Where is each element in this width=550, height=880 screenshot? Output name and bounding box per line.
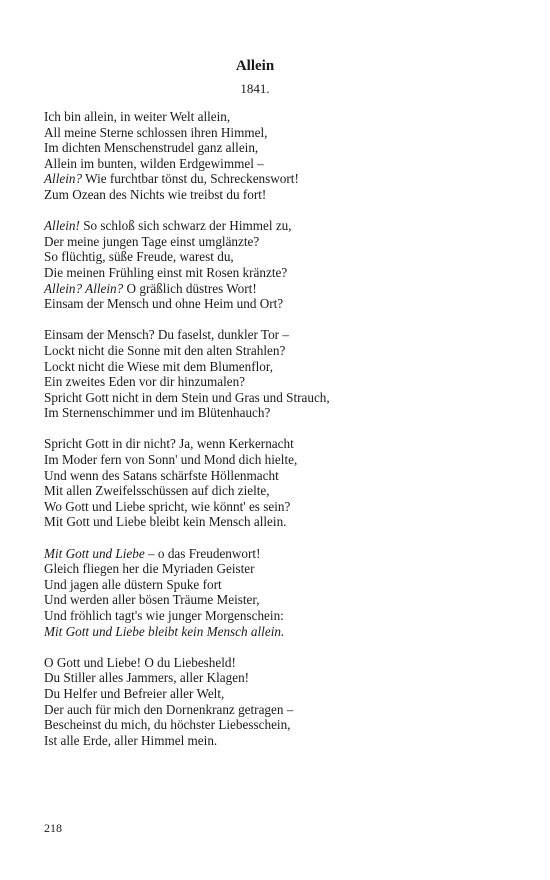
- italic-text: Allein? Allein?: [44, 280, 124, 296]
- line-text: Allein im bunten, wilden Erdgewimmel –: [44, 155, 264, 171]
- poem-line: [44, 171, 514, 187]
- poem-body: [44, 109, 514, 764]
- line-text: All meine Sterne schlossen ihren Himmel,: [44, 124, 268, 140]
- poem-line: [44, 390, 514, 406]
- line-text: So schloß sich schwarz der Himmel zu,: [79, 218, 292, 234]
- line-text: Lockt nicht die Wiese mit dem Blumenflor,: [44, 358, 274, 374]
- line-text: Einsam der Mensch und ohne Heim und Ort?: [44, 296, 284, 312]
- line-text: Mit allen Zweifelsschüssen auf dich zielte,: [44, 483, 270, 499]
- line-text: Der meine jungen Tage einst umglänzte?: [44, 233, 260, 249]
- stanza: [44, 109, 514, 203]
- line-text: Im dichten Menschenstrudel ganz allein,: [44, 140, 259, 156]
- line-text: Lockt nicht die Sonne mit den alten Strahlen?: [44, 342, 286, 358]
- italic-text: Mit Gott und Liebe: [44, 545, 145, 561]
- poem-line: [44, 686, 514, 702]
- line-text: Mit Gott und Liebe bleibt kein Mensch allein.: [44, 514, 287, 530]
- line-text: Ist alle Erde, aller Himmel mein.: [44, 732, 218, 748]
- line-text: Du Helfer und Befreier aller Welt,: [44, 685, 225, 701]
- line-text: O Gott und Liebe! O du Liebesheld!: [44, 654, 236, 670]
- line-text: So flüchtig, süße Freude, warest du,: [44, 249, 234, 265]
- poem-line: [44, 733, 514, 749]
- stanza: [44, 327, 514, 421]
- italic-text: Mit Gott und Liebe bleibt kein Mensch allein.: [44, 623, 285, 639]
- poem-line: [44, 655, 514, 671]
- italic-text: Allein?: [44, 171, 83, 187]
- poem-line: [44, 670, 514, 686]
- poem-line: [44, 405, 514, 421]
- poem-line: [44, 187, 514, 203]
- line-text: Im Sternenschimmer und im Blütenhauch?: [44, 405, 271, 421]
- poem-line: [44, 499, 514, 515]
- line-text: Spricht Gott in dir nicht? Ja, wenn Kerkernacht: [44, 436, 294, 452]
- poem-line: [44, 359, 514, 375]
- poem-year: 1841.: [240, 81, 270, 96]
- line-text: Einsam der Mensch? Du faselst, dunkler Tor –: [44, 327, 289, 343]
- poem-line: [44, 249, 514, 265]
- poem-line: [44, 109, 514, 125]
- poem-line: [44, 717, 514, 733]
- poem-line: [44, 156, 514, 172]
- line-text: Der auch für mich den Dornenkranz getragen –: [44, 701, 294, 717]
- line-text: Wo Gott und Liebe spricht, wie könnt' es sein?: [44, 498, 291, 514]
- poem-line: [44, 281, 514, 297]
- poem-line: [44, 577, 514, 593]
- poem-line: [44, 608, 514, 624]
- line-text: Ich bin allein, in weiter Welt allein,: [44, 109, 231, 124]
- poem-line: [44, 218, 514, 234]
- line-text: Und fröhlich tagt's wie junger Morgenschein:: [44, 608, 284, 623]
- stanza: [44, 546, 514, 640]
- line-text: Wie furchtbar tönst du, Schreckenswort!: [82, 171, 299, 187]
- poem-line: [44, 624, 514, 640]
- poem-line: [44, 343, 514, 359]
- poem-line: [44, 374, 514, 390]
- poem-line: [44, 468, 514, 484]
- line-text: Zum Ozean des Nichts wie treibst du fort!: [44, 186, 267, 202]
- poem-line: [44, 265, 514, 281]
- poem-line: [44, 514, 514, 530]
- page-number: 218: [44, 821, 62, 835]
- poem-line: [44, 327, 514, 343]
- poem-line: [44, 546, 514, 562]
- line-text: Und jagen alle düstern Spuke fort: [44, 576, 222, 592]
- line-text: Im Moder fern von Sonn' und Mond dich hielte,: [44, 452, 298, 468]
- poem-line: [44, 561, 514, 577]
- poem-line: [44, 234, 514, 250]
- stanza: [44, 436, 514, 530]
- poem-line: [44, 592, 514, 608]
- poem-line: [44, 436, 514, 452]
- line-text: Gleich fliegen her die Myriaden Geister: [44, 561, 255, 577]
- italic-text: Allein!: [44, 218, 80, 234]
- poem-line: [44, 296, 514, 312]
- line-text: O gräßlich düstres Wort!: [123, 280, 257, 296]
- poem-title: Allein: [235, 58, 275, 74]
- poem-line: [44, 452, 514, 468]
- stanza: [44, 218, 514, 312]
- poem-line: [44, 483, 514, 499]
- line-text: Und werden aller bösen Träume Meister,: [44, 592, 260, 608]
- line-text: Und wenn des Satans schärfste Höllenmacht: [44, 467, 279, 483]
- line-text: Ein zweites Eden vor dir hinzumalen?: [44, 374, 246, 390]
- poem-line: [44, 140, 514, 156]
- stanza: [44, 655, 514, 749]
- line-text: Bescheinst du mich, du höchster Liebesschein,: [44, 717, 291, 733]
- line-text: Die meinen Frühling einst mit Rosen kränzte?: [44, 264, 288, 280]
- poem-line: [44, 702, 514, 718]
- poem-line: [44, 125, 514, 141]
- line-text: Spricht Gott nicht in dem Stein und Gras und Strauch,: [44, 389, 330, 405]
- line-text: Du Stiller alles Jammers, aller Klagen!: [44, 670, 250, 686]
- line-text: – o das Freudenwort!: [144, 545, 261, 561]
